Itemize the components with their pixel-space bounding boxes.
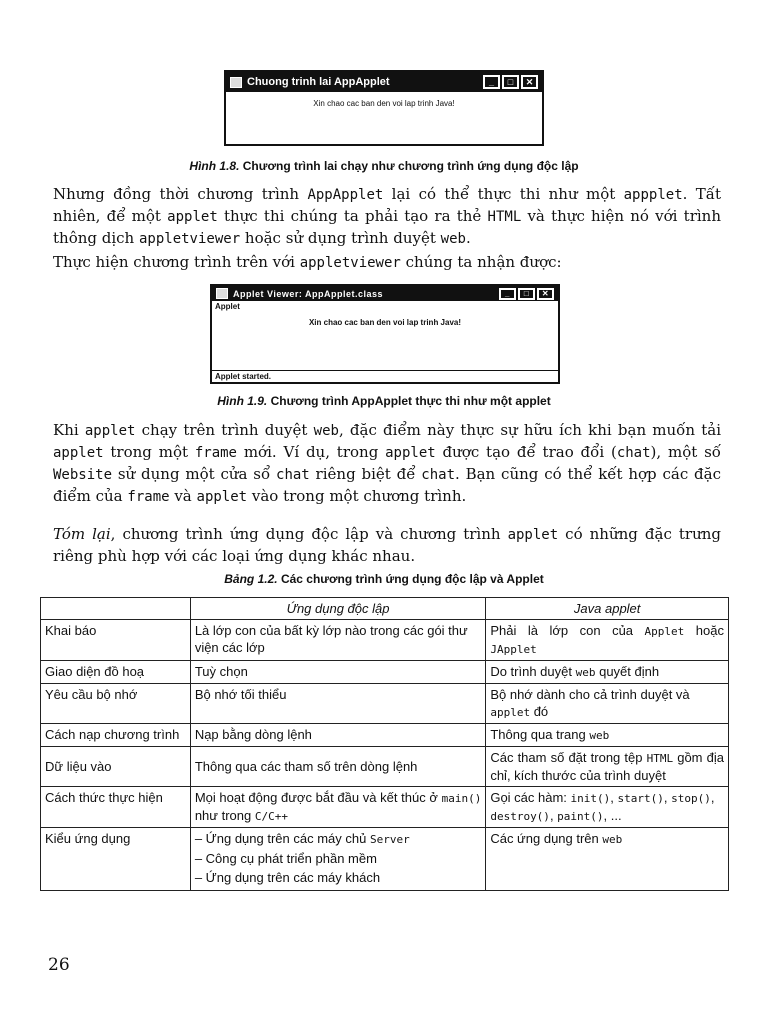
applet-cell: Gọi các hàm: init(), start(), stop(), destroy(), paint(), ... — [486, 787, 729, 828]
caption-label: Hình 1.9. — [217, 394, 268, 408]
table-row — [41, 620, 729, 661]
header-cell-applet: Java applet — [486, 598, 729, 620]
figure-1-9-window — [210, 284, 560, 384]
row-label: Yêu cầu bộ nhớ — [41, 684, 191, 724]
list-item: – Công cụ phát triển phần mềm — [195, 850, 482, 867]
window-message: Xin chao cac ban den voi lap trinh Java! — [313, 99, 455, 108]
java-app-icon — [230, 77, 242, 88]
comparison-table — [40, 597, 729, 891]
standalone-cell — [190, 828, 486, 891]
row-label: Kiểu ứng dụng — [41, 828, 191, 891]
standalone-cell: Bộ nhớ tối thiểu — [190, 684, 486, 724]
row-label: Giao diện đồ hoạ — [41, 661, 191, 684]
applet-cell: Các ứng dụng trên web — [486, 828, 729, 891]
table-row — [41, 724, 729, 747]
standalone-cell: Tuỳ chọn — [190, 661, 486, 684]
row-label: Cách nạp chương trình — [41, 724, 191, 747]
minimize-icon[interactable]: _ — [483, 75, 500, 89]
applet-cell: Các tham số đặt trong tệp HTML gồm địa chỉ, kích thước của trình duyệt — [486, 747, 729, 787]
caption-text: Các chương trình ứng dụng độc lập và Applet — [280, 572, 544, 586]
row-label: Cách thức thực hiện — [41, 787, 191, 828]
window-titlebar — [226, 72, 542, 92]
standalone-cell: Nạp bằng dòng lệnh — [190, 724, 486, 747]
header-cell-empty — [41, 598, 191, 620]
figure-1-8-window — [224, 70, 544, 146]
application-type-list — [195, 830, 482, 886]
paragraph-4: Tóm lại, chương trình ứng dụng độc lập và chương trình applet có những đặc trưng riêng phù hợp với các loại ứng dụng khác nhau. — [53, 525, 721, 565]
caption-text: Chương trình lai chạy như chương trình ứng dụng độc lập — [242, 159, 579, 173]
row-label: Dữ liệu vào — [41, 747, 191, 787]
window-message: Xin chao cac ban den voi lap trinh Java! — [308, 318, 462, 327]
paragraph-3: Khi applet chạy trên trình duyệt web, đặc điểm này thực sự hữu ích khi bạn muốn tải applet trong một frame mới. Ví dụ, trong applet được tạo để trao đổi (chat), một số Website sử dụng một cửa sổ chat riêng biệt để chat. Bạn cũng có thể kết hợp các đặc điểm của frame và applet vào trong một chương trình. — [53, 421, 721, 505]
header-cell-standalone: Ứng dụng độc lập — [190, 598, 486, 620]
maximize-icon[interactable]: □ — [502, 75, 519, 89]
table-row — [41, 661, 729, 684]
table-row — [41, 828, 729, 891]
java-app-icon — [216, 288, 228, 299]
standalone-cell: Là lớp con của bất kỳ lớp nào trong các gói thư viện các lớp — [190, 620, 486, 661]
applet-cell: Phải là lớp con của Applet hoặc JApplet — [486, 620, 729, 661]
table-row — [41, 787, 729, 828]
window-title: Applet Viewer: AppApplet.class — [233, 288, 384, 299]
table-row — [41, 684, 729, 724]
table-1-2-caption — [0, 572, 768, 586]
caption-label: Hình 1.8. — [189, 159, 240, 173]
window-title: Chuong trinh lai AppApplet — [247, 76, 390, 88]
caption-label: Bảng 1.2. — [224, 572, 278, 586]
list-item: – Ứng dụng trên các máy khách — [195, 869, 482, 886]
table-row — [41, 747, 729, 787]
paragraph-1: Nhưng đồng thời chương trình AppApplet lại có thể thực thi như một appplet. Tất nhiên, để một applet thực thi chúng ta phải tạo ra thẻ HTML và thực hiện nó với trình thông dịch appletviewer hoặc sử dụng trình duyệt web. — [53, 185, 721, 247]
window-titlebar — [212, 286, 558, 301]
caption-text: Chương trình AppApplet thực thi như một applet — [270, 394, 551, 408]
row-label: Khai báo — [41, 620, 191, 661]
figure-1-9-caption — [0, 394, 768, 408]
close-icon[interactable]: ✕ — [521, 75, 538, 89]
paragraph-2: Thực hiện chương trình trên với appletviewer chúng ta nhận được: — [53, 253, 562, 271]
minimize-icon[interactable]: _ — [499, 288, 516, 300]
maximize-icon[interactable]: □ — [518, 288, 535, 300]
applet-cell: Bộ nhớ dành cho cả trình duyệt và applet đó — [486, 684, 729, 724]
applet-cell: Thông qua trang web — [486, 724, 729, 747]
standalone-cell: Mọi hoạt động được bắt đầu và kết thúc ở main() như trong C/C++ — [190, 787, 486, 828]
table-header-row — [41, 598, 729, 620]
figure-1-8-caption — [0, 159, 768, 173]
list-item: – Ứng dụng trên các máy chủ Server — [195, 830, 482, 848]
status-bar: Applet started. — [212, 370, 558, 382]
standalone-cell: Thông qua các tham số trên dòng lệnh — [190, 747, 486, 787]
applet-menu-label[interactable]: Applet — [215, 302, 240, 311]
page-number: 26 — [48, 955, 70, 975]
close-icon[interactable]: ✕ — [537, 288, 554, 300]
applet-cell: Do trình duyệt web quyết định — [486, 661, 729, 684]
